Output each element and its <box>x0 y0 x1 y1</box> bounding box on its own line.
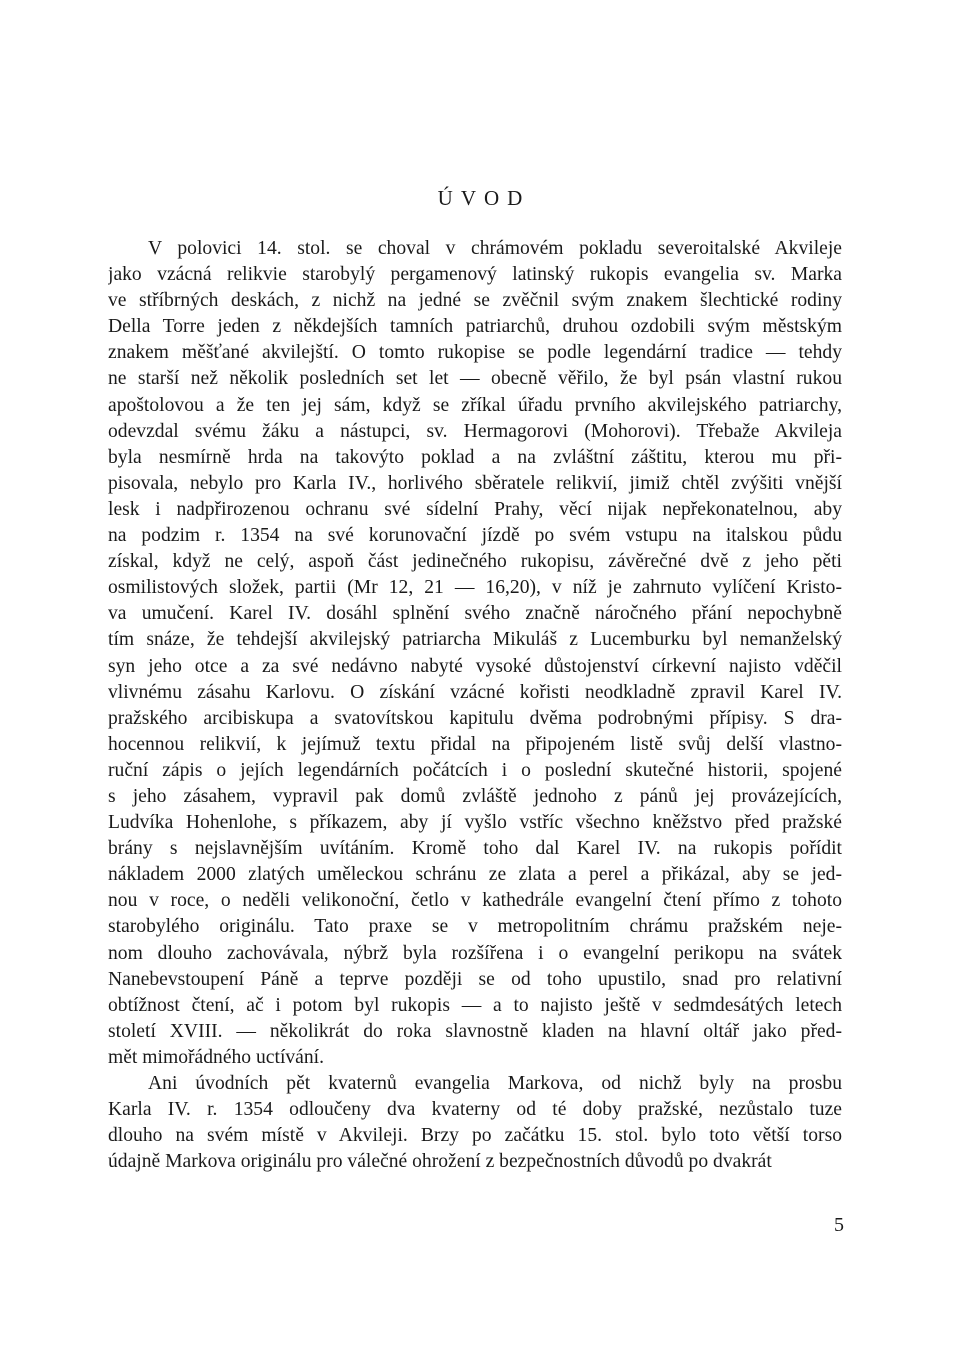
text-line: syn jeho otce a za své nedávno nabyté vysoké důstojenství církevní najisto vděčil <box>108 655 842 677</box>
text-line: získal, když ne celý, aspoň část jedinečného rukopisu, závěrečné dvě z jeho pěti <box>108 551 842 573</box>
text-line: brány s nejslavnějším uvítáním. Kromě toho dal Karel IV. na rukopis pořídit <box>108 838 842 860</box>
text-line: s jeho zásahem, vypravil pak domů zvláště jednoho z pánů jej provázejících, <box>108 785 842 807</box>
text-line: obtížnost čtení, ač i potom byl rukopis — a to najisto ještě v sedmdesátých letech <box>108 994 842 1016</box>
text-line: byla nesmírně hrda na takovýto poklad a na zvláštní záštitu, kterou mu při- <box>108 446 842 468</box>
text-line: Ludvíka Hohenlohe, s příkazem, aby jí vyšlo vstříc všechno kněžstvo před pražské <box>108 812 842 834</box>
text-line: pražského arcibiskupa a svatovítskou kapitulu dvěma podrobnými přípisy. S dra- <box>108 707 842 729</box>
text-line: údajně Markova originálu pro válečné ohrožení z bezpečnostních důvodů po dvakrát <box>108 1151 772 1173</box>
paragraph-2 <box>108 1071 842 1175</box>
text-line: na podzim r. 1354 na své korunovační jízdě po svém vstupu na italskou půdu <box>108 525 842 547</box>
page-number: 5 <box>834 1214 844 1236</box>
text-line: pisovala, nebylo pro Karla IV., horlivého sběratele relikvií, jimiž chtěl zvýšiti vnější <box>108 472 842 494</box>
text-line: tím snáze, že tehdejší akvilejský patriarcha Mikuláš z Lucemburku byl nemanželský <box>108 629 842 651</box>
text-line: apoštolovou a že ten jej sám, když se zříkal úřadu prvního akvilejského patriarchy, <box>108 394 842 416</box>
text-line: Della Torre jeden z někdejších tamních patriarchů, druhou ozdobili svým městským <box>108 316 842 338</box>
text-line: mět mimořádného uctívání. <box>108 1046 325 1068</box>
text-line: va umučení. Karel IV. dosáhl splnění svého značně náročného přání nepochybně <box>108 603 842 625</box>
text-line: ne starší než několik posledních set let — obecně věřilo, že byl psán vlastní rukou <box>108 368 842 390</box>
text-line: nou v roce, o neděli velikonoční, četlo v kathedrále evangelní čtení přímo z tohoto <box>108 890 842 912</box>
text-line: lesk i nadpřirozenou ochranu své sídelní Prahy, věcí nijak nepřekonatelnou, aby <box>108 498 842 520</box>
text-line: nom dlouho zachovávala, nýbrž byla rozšířena i o evangelní perikopu na svátek <box>108 942 842 964</box>
text-line: V polovici 14. stol. se choval v chrámovém pokladu severoitalské Akvileje <box>148 238 842 259</box>
text-line: ve stříbrných deskách, z nichž na jedné se zvěčnil svým znakem šlechtické rodiny <box>108 290 842 312</box>
text-line: století XVIII. — několikrát do roka slavnostně kladen na hlavní oltář jako před- <box>108 1020 842 1042</box>
chapter-heading: ÚVOD <box>437 186 531 210</box>
paragraph-1 <box>108 236 842 1071</box>
text-line: Ani úvodních pět kvaternů evangelia Markova, od nichž byly na prosbu <box>148 1073 842 1094</box>
text-line: ruční zápis o jejích legendárních počátcích i o poslední skutečné historii, spojené <box>108 759 842 781</box>
text-line: vlivnému zásahu Karlovu. O získání vzácné kořisti neodkladně zpravil Karel IV. <box>108 681 842 703</box>
text-line: odevzdal svému žáku a nástupci, sv. Hermagorovi (Mohorovi). Třebaže Akvileja <box>108 420 842 442</box>
text-line: znakem měšťané akvilejští. O tomto rukopise se podle legendární tradice — tehdy <box>108 342 842 364</box>
text-line: nákladem 2000 zlatých uměleckou schránu ze zlata a perel a přikázal, aby se jed- <box>108 864 842 886</box>
text-line: Nanebevstoupení Páně a teprve později se od toho upustilo, snad pro relativní <box>108 968 842 990</box>
text-line: dlouho na svém místě v Akvileji. Brzy po začátku 15. stol. bylo toto větší torso <box>108 1125 842 1147</box>
text-line: starobylého originálu. Tato praxe se v metropolitním chrámu pražském neje- <box>108 916 842 938</box>
text-line: jako vzácná relikvie starobylý pergamenový latinský rukopis evangelia sv. Marka <box>108 264 842 286</box>
text-line: osmilistových složek, partii (Mr 12, 21 — 16,20), v níž je zahrnuto vylíčení Kristo- <box>108 577 842 599</box>
text-line: hocennou relikvií, k jejímuž textu přidal na připojeném listě svůj delší vlastno- <box>108 733 842 755</box>
body-text <box>108 236 842 1175</box>
text-line: Karla IV. r. 1354 odloučeny dva kvaterny od té doby pražské, nezůstalo tuze <box>108 1099 842 1121</box>
